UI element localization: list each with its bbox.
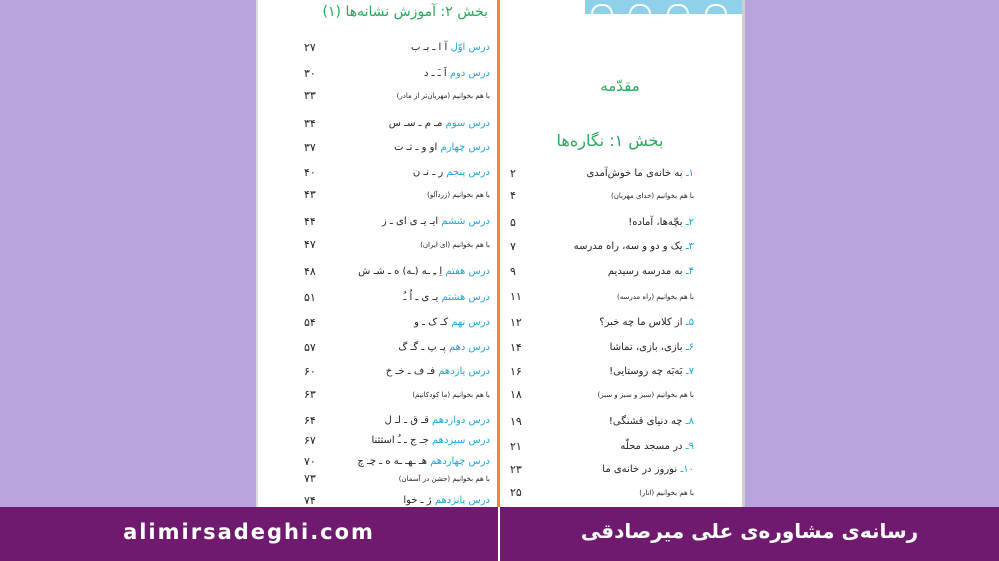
entry-text: بچّه‌ها، آماده!	[628, 217, 683, 228]
toc-entry	[338, 434, 490, 448]
toc-entry	[545, 341, 694, 355]
entry-label: ۲ـ	[685, 217, 694, 228]
toc-entry	[338, 166, 490, 180]
toc-entry	[338, 316, 490, 330]
entry-text: یـ ی ـ اُ ـُ	[403, 292, 439, 303]
entry-label: درس سیزدهم	[432, 435, 490, 446]
entry-text: با هم بخوانیم (خدای مهربان)	[610, 192, 694, 200]
toc-entry	[338, 291, 490, 305]
entry-label: درس اوّل	[450, 42, 490, 53]
entry-text: به مدرسه رسیدیم	[607, 266, 683, 277]
toc-entry	[338, 188, 490, 202]
page-number: ۴۸	[304, 265, 316, 278]
toc-entry	[545, 365, 694, 379]
page-number: ۳۳	[304, 89, 316, 102]
entry-text: آ ا ـ بـ ب	[410, 42, 448, 53]
website-text: alimirsadeghi.com	[123, 520, 375, 544]
entry-label: ۸ـ	[685, 416, 694, 427]
entry-label: درس چهاردهم	[430, 456, 490, 467]
entry-text: از کلاس ما چه خبر؟	[599, 317, 683, 328]
entry-text: ژ ـ خوا	[403, 495, 432, 506]
toc-entry	[338, 215, 490, 229]
page-number: ۷	[510, 240, 516, 253]
toc-entry	[338, 341, 490, 355]
entry-text: ر ـ نـ ن	[412, 167, 444, 178]
entry-label: درس یازدهم	[438, 366, 490, 377]
entry-label: درس پنجم	[446, 167, 490, 178]
entry-label: درس سوم	[445, 118, 490, 129]
toc-entry	[338, 494, 490, 508]
toc-entry	[338, 455, 490, 469]
toc-entry	[545, 216, 694, 230]
page-number: ۳۰	[304, 67, 316, 80]
entry-text: با هم بخوانیم (سبز و سبز و سبز)	[597, 391, 694, 399]
page-number: ۱۸	[510, 388, 522, 401]
toc-entry	[338, 472, 490, 486]
entry-text: قـ ق ـ لـ ل	[384, 415, 429, 426]
entry-label: درس دوازدهم	[432, 415, 490, 426]
entry-label: درس نهم	[451, 317, 490, 328]
entry-text: با هم بخوانیم (مهربان‌تر از مادر)	[396, 92, 490, 100]
entry-text: کـ ک ـ و	[414, 317, 449, 328]
header-decoration	[585, 0, 742, 14]
page-number: ۷۰	[304, 455, 316, 468]
toc-entry	[545, 167, 694, 181]
page-number: ۲۷	[304, 41, 316, 54]
page-number: ۲۳	[510, 463, 522, 476]
toc-entry	[338, 238, 490, 252]
entry-text: مـ م ـ سـ س	[388, 118, 443, 129]
entry-text: با هم بخوانیم (انار)	[639, 489, 694, 497]
toc-entry	[338, 67, 490, 81]
page-number: ۵۴	[304, 316, 316, 329]
page-number: ۲	[510, 167, 516, 180]
toc-entry	[338, 265, 490, 279]
toc-entry	[338, 41, 490, 55]
toc-entry	[545, 189, 694, 203]
entry-label: ۴ـ	[685, 266, 694, 277]
entry-text: در مسجد محلّه	[620, 441, 683, 452]
entry-label: ۱ـ	[685, 168, 694, 179]
page-number: ۶۰	[304, 365, 316, 378]
entry-text: فـ ف ـ خـ خ	[385, 366, 436, 377]
entry-text: نوروز در خانه‌ی ما	[602, 464, 678, 475]
toc-entry	[545, 415, 694, 429]
page-number: ۶۳	[304, 388, 316, 401]
entry-text: او و ـ تـ ت	[394, 142, 438, 153]
entry-text: با هم بخوانیم (ای ایران)	[420, 241, 490, 249]
toc-entry	[338, 117, 490, 131]
entry-label: ۶ـ	[685, 342, 694, 353]
brand-text: رسانه‌ی مشاوره‌ی علی میرصادقی	[580, 519, 919, 543]
section-1-title: بخش ۱: نگاره‌ها	[556, 131, 664, 150]
page-number: ۴	[510, 189, 516, 202]
page-number: ۹	[510, 265, 516, 278]
entry-label: درس دهم	[448, 342, 490, 353]
toc-entry	[545, 486, 694, 500]
entry-text: با هم بخوانیم (زردآلو)	[427, 191, 490, 199]
toc-entry	[545, 265, 694, 279]
toc-entry	[545, 440, 694, 454]
entry-text: به خانه‌ی ما خوش‌آمدی	[586, 168, 683, 179]
page-number: ۶۴	[304, 414, 316, 427]
page-number: ۳۷	[304, 141, 316, 154]
entry-text: پـ پ ـ گـ گ	[398, 342, 446, 353]
entry-text: چه دنیای قشنگی!	[608, 416, 683, 427]
entry-label: ۱۰ـ	[680, 464, 694, 475]
entry-text: با هم بخوانیم (راه مدرسه)	[617, 293, 694, 301]
entry-label: درس پانزدهم	[434, 495, 490, 506]
page-number: ۷۳	[304, 472, 316, 485]
toc-entry	[338, 365, 490, 379]
page-number: ۱۱	[510, 290, 522, 303]
entry-text: ایـ یـ ی ای ـ ز	[381, 216, 439, 227]
toc-entry	[338, 388, 490, 402]
entry-text: اِ ـِ ـه (ـﻪ) ه ـ شـ ش	[358, 266, 443, 277]
intro-heading: مقدّمه	[600, 77, 640, 95]
page-number: ۵۱	[304, 291, 316, 304]
page-number: ۴۴	[304, 215, 316, 228]
toc-entry	[545, 388, 694, 402]
toc-entry	[338, 414, 490, 428]
entry-text: با هم بخوانیم (ما کودکانیم)	[412, 391, 490, 399]
page-number: ۴۳	[304, 188, 316, 201]
entry-text: اَ ـَ ـ د	[424, 68, 447, 79]
toc-entry	[338, 89, 490, 103]
toc-entry	[545, 290, 694, 304]
page-number: ۳۴	[304, 117, 316, 130]
page-number: ۱۹	[510, 415, 522, 428]
entry-text: با هم بخوانیم (جشن در آسمان)	[398, 475, 490, 483]
footer-banner	[0, 507, 999, 561]
entry-text: جـ ج ـ ـُ استثنا	[371, 435, 429, 446]
entry-label: درس ششم	[441, 216, 490, 227]
entry-text: یک و دو و سه، راه مدرسه	[573, 241, 683, 252]
page-number: ۶۷	[304, 434, 316, 447]
page-number: ۱۴	[510, 341, 522, 354]
entry-label: ۷ـ	[685, 366, 694, 377]
entry-text: هـ ـهـ ـه ه ـ چـ چ	[357, 456, 428, 467]
entry-label: درس دوم	[449, 68, 490, 79]
page-number: ۱۶	[510, 365, 522, 378]
entry-label: ۹ـ	[685, 441, 694, 452]
page-number: ۵	[510, 216, 516, 229]
page-number: ۲۵	[510, 486, 522, 499]
entry-label: درس هفتم	[445, 266, 490, 277]
entry-label: ۳ـ	[685, 241, 694, 252]
toc-left-page	[256, 0, 498, 507]
page-number: ۱۲	[510, 316, 522, 329]
toc-entry	[338, 141, 490, 155]
toc-entry	[545, 316, 694, 330]
section-2-title: بخش ۲: آموزش نشانه‌ها (۱)	[322, 4, 488, 20]
entry-label: درس هشتم	[441, 292, 490, 303]
page-number: ۷۴	[304, 494, 316, 507]
page-number: ۵۷	[304, 341, 316, 354]
toc-right-page	[500, 0, 745, 507]
page-number: ۴۷	[304, 238, 316, 251]
entry-text: بَه‌بَه چه روستایی!	[609, 366, 683, 377]
entry-label: درس چهارم	[440, 142, 490, 153]
toc-entry	[545, 463, 694, 477]
page-number: ۴۰	[304, 166, 316, 179]
entry-text: بازی، بازی، تماشا	[609, 342, 683, 353]
entry-label: ۵ـ	[685, 317, 694, 328]
toc-entry	[545, 240, 694, 254]
page-number: ۲۱	[510, 440, 522, 453]
